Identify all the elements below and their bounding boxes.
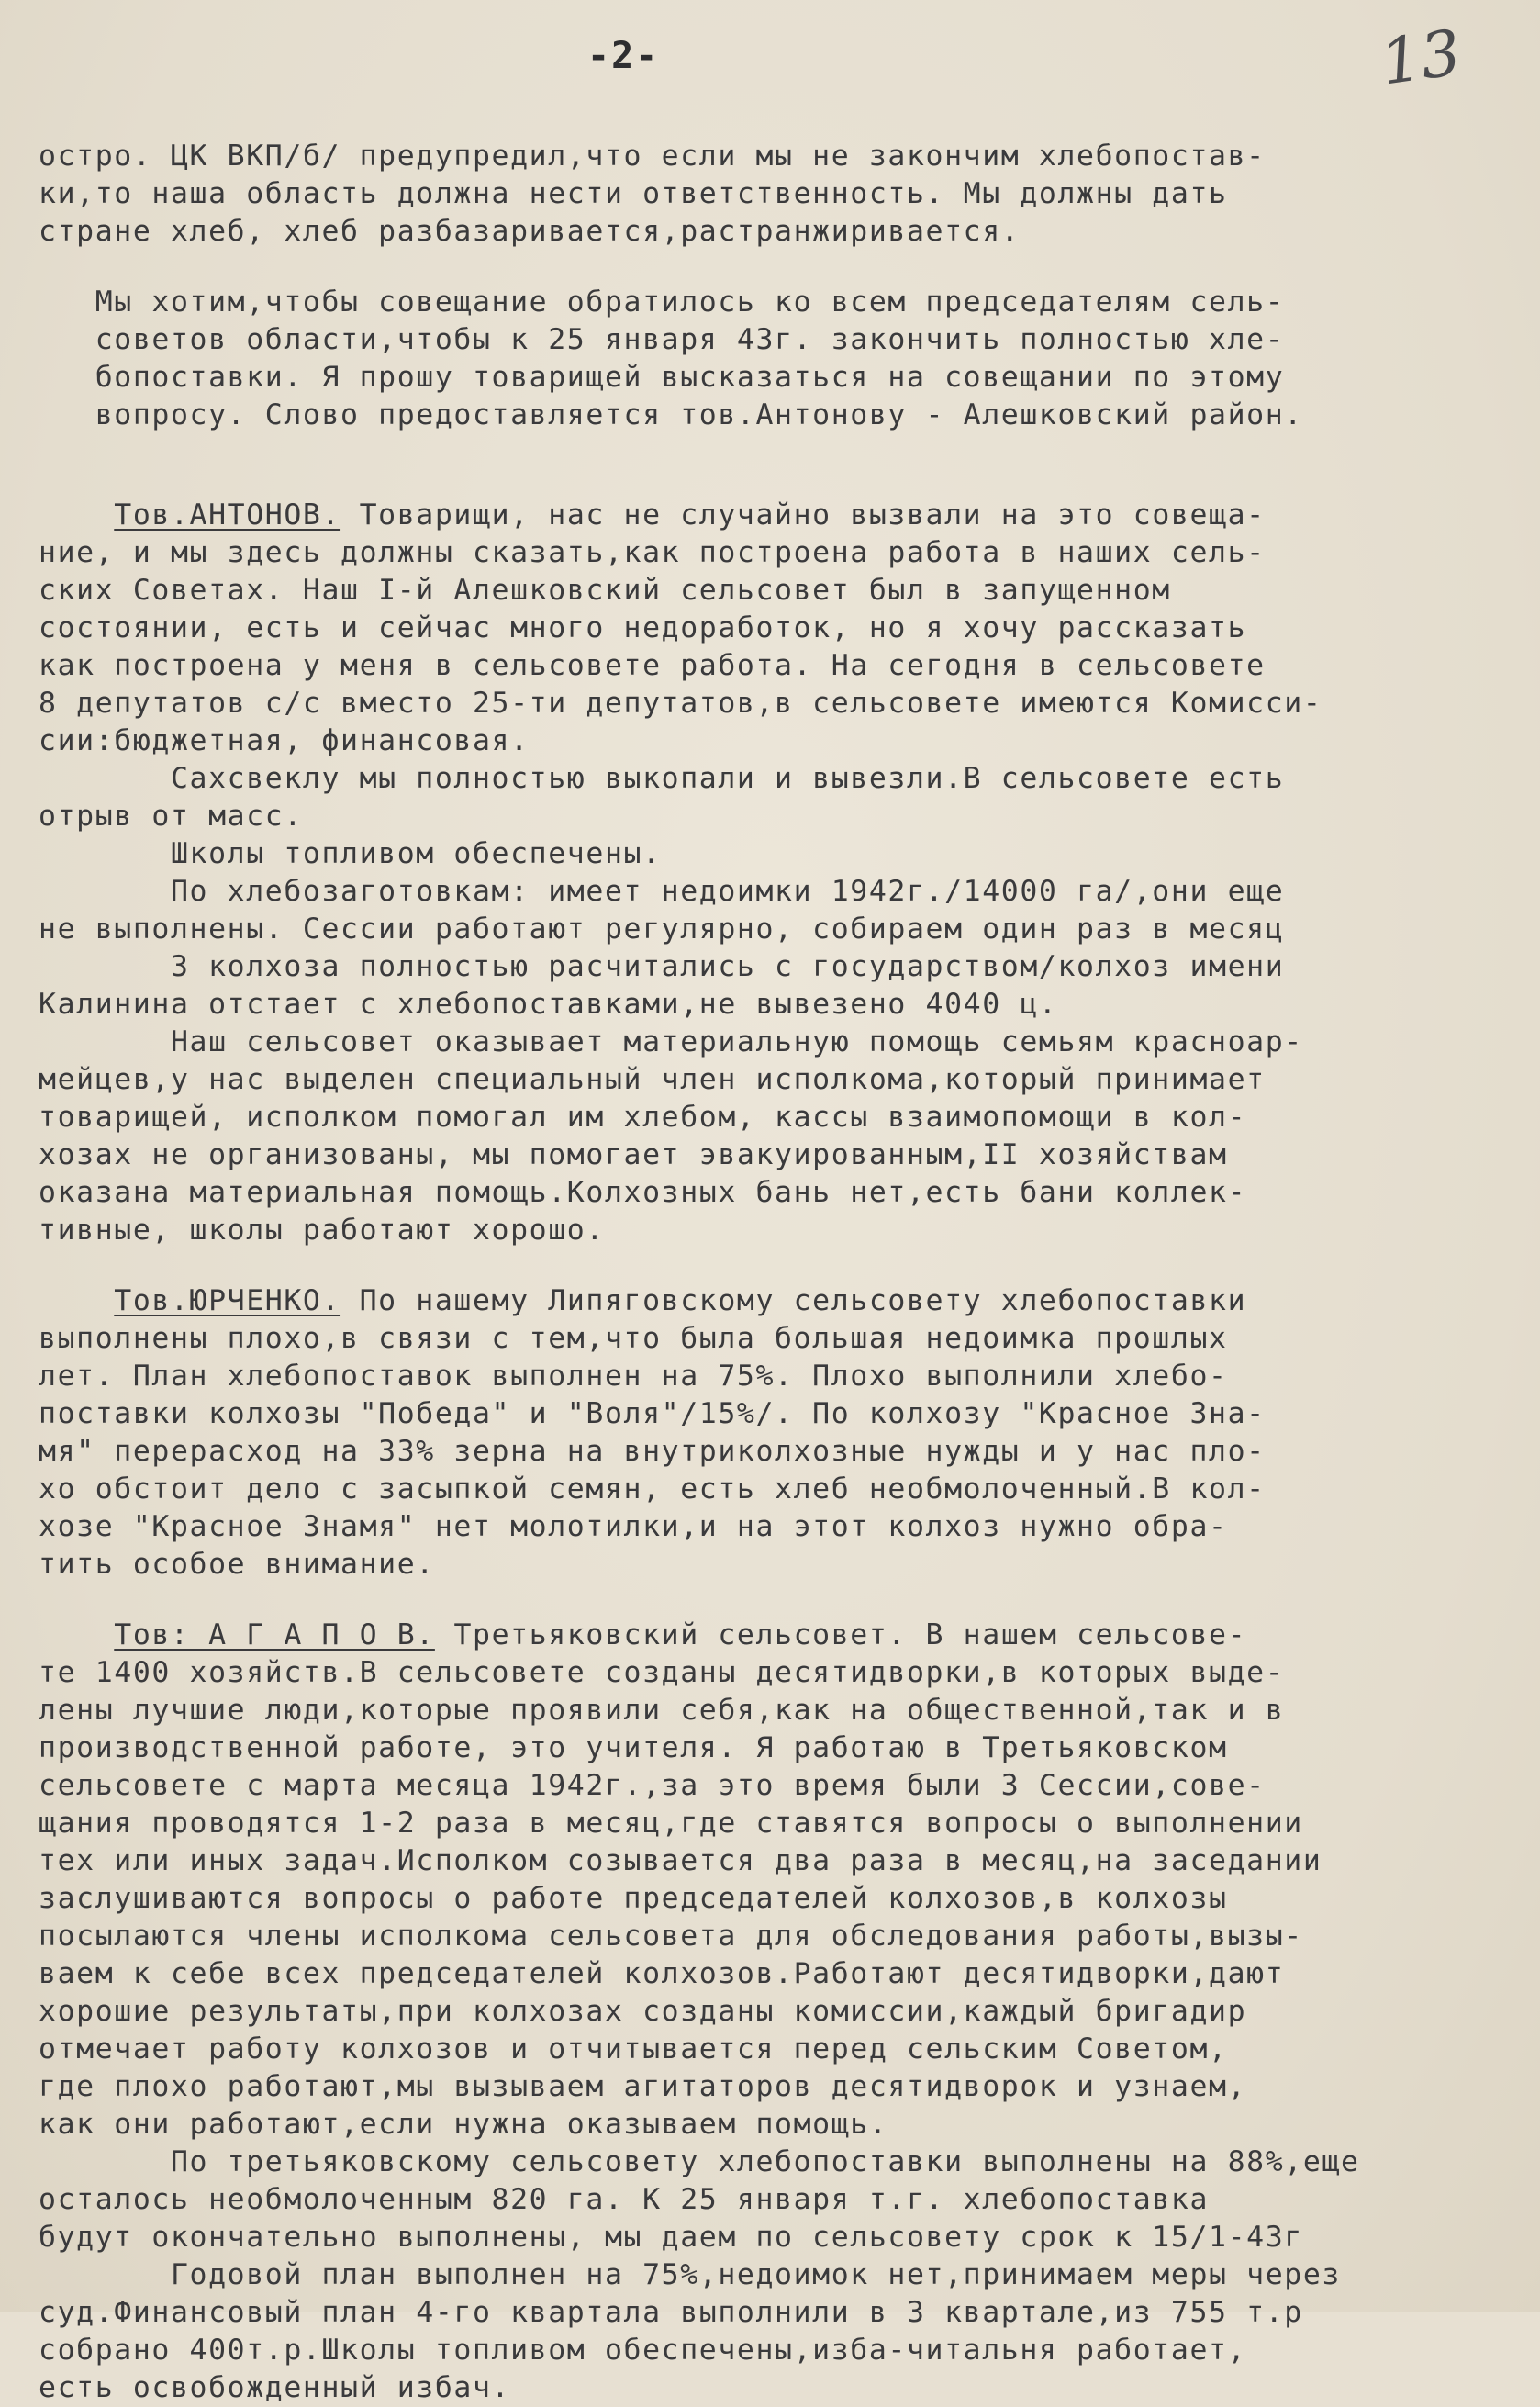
- speech-first-line: [39, 497, 1516, 534]
- speech-line: По хлебозаготовкам: имеет недоимки 1942г./14000 га/,они еще: [39, 875, 1285, 908]
- intro-line: ки,то наша область должна нести ответственность. Мы должны дать: [39, 177, 1228, 210]
- speech-first-line: [39, 1617, 1516, 1654]
- intro-line: остро. ЦК ВКП/б/ предупредил,что если мы не закончим хлебопостав-: [39, 140, 1266, 173]
- speech-line: тивные, школы работают хорошо.: [39, 1214, 605, 1247]
- speech-line: Годовой план выполнен на 75%,недоимок нет,принимаем меры через: [39, 2258, 1341, 2291]
- speech-line: собрано 400т.р.Школы топливом обеспечены,изба-читальня работает,: [39, 2334, 1247, 2367]
- speech-line: как они работают,если нужна оказываем помощь.: [39, 2108, 888, 2141]
- speaker-name: Тов.АНТОНОВ.: [114, 498, 341, 532]
- speech-line: выполнены плохо,в связи с тем,что была большая недоимка прошлых: [39, 1322, 1228, 1355]
- speech-line: ских Советах. Наш I-й Алешковский сельсовет был в запущенном: [39, 574, 1171, 607]
- speech-line: есть освобожденный избач.: [39, 2371, 511, 2404]
- speech-text: Третьяковский сельсовет. В нашем сельсове-: [434, 1618, 1247, 1651]
- speech-first-line: [39, 1282, 1516, 1320]
- paragraph-gap: [39, 1249, 1516, 1282]
- speech-line: сельсовете с марта месяца 1942г.,за это время были 3 Сессии,сове-: [39, 1769, 1266, 1802]
- speech-line: состоянии, есть и сейчас много недоработок, но я хочу рассказать: [39, 611, 1247, 644]
- speech-line: производственной работе, это учителя. Я работаю в Третьяковском: [39, 1731, 1228, 1764]
- speech-line: сии:бюджетная, финансовая.: [39, 724, 530, 757]
- speech-line: тех или иных задач.Исполком созывается два раза в месяц,на заседании: [39, 1844, 1322, 1877]
- speech-line: лет. План хлебопоставок выполнен на 75%. Плохо выполнили хлебо-: [39, 1360, 1228, 1393]
- speaker-name: Тов: А Г А П О В.: [114, 1618, 435, 1651]
- paragraph-gap: [39, 251, 1516, 284]
- speech-text: Товарищи, нас не случайно вызвали на это совеща-: [340, 498, 1266, 532]
- intro-line: бопоставки. Я прошу товарищей высказаться на совещании по этому: [39, 361, 1285, 394]
- speech-line: оказана материальная помощь.Колхозных бань нет,есть бани коллек-: [39, 1176, 1247, 1209]
- speech-line: хо обстоит дело с засыпкой семян, есть хлеб необмолоченный.В кол-: [39, 1472, 1266, 1506]
- speech-line: те 1400 хозяйств.В сельсовете созданы десятидворки,в которых выде-: [39, 1656, 1285, 1689]
- document-body: [39, 138, 1516, 2407]
- speech-line: мейцев,у нас выделен специальный член исполкома,который принимает: [39, 1063, 1266, 1096]
- speech-line: хозе "Красное Знамя" нет молотилки,и на этот колхоз нужно обра-: [39, 1510, 1228, 1543]
- speaker-name: Тов.ЮРЧЕНКО.: [114, 1284, 341, 1317]
- intro-line: советов области,чтобы к 25 января 43г. закончить полностью хле-: [39, 323, 1285, 356]
- intro-line: стране хлеб, хлеб разбазаривается,растранжиривается.: [39, 215, 1021, 248]
- speech-line: суд.Финансовый план 4-го квартала выполнили в 3 квартале,из 755 т.р: [39, 2296, 1303, 2329]
- speech-line: хозах не организованы, мы помогает эвакуированным,II хозяйствам: [39, 1138, 1228, 1171]
- speech-line: ваем к себе всех председателей колхозов.Работают десятидворки,дают: [39, 1957, 1285, 1990]
- speech-line: хорошие результаты,при колхозах созданы комиссии,каждый бригадир: [39, 1995, 1247, 2028]
- speech-line: 8 депутатов с/с вместо 25-ти депутатов,в сельсовете имеются Комисси-: [39, 687, 1322, 720]
- paragraph-gap: [39, 1584, 1516, 1617]
- speech-line: посылаются члены исполкома сельсовета для обследования работы,вызы-: [39, 1920, 1303, 1953]
- speech-line: заслушиваются вопросы о работе председателей колхозов,в колхозы: [39, 1882, 1228, 1915]
- speech-line: где плохо работают,мы вызываем агитаторов десятидворок и узнаем,: [39, 2070, 1247, 2103]
- speech-line: мя" перерасход на 33% зерна на внутриколхозные нужды и у нас пло-: [39, 1435, 1266, 1468]
- speech-line: щания проводятся 1-2 раза в месяц,где ставятся вопросы о выполнении: [39, 1807, 1303, 1840]
- speech-line: как построена у меня в сельсовете работа. На сегодня в сельсовете: [39, 649, 1266, 682]
- speech-line: поставки колхозы "Победа" и "Воля"/15%/. По колхозу "Красное Зна-: [39, 1397, 1266, 1430]
- page-number: -2-: [587, 35, 660, 77]
- intro-line: вопросу. Слово предоставляется тов.Антонову - Алешковский район.: [39, 398, 1303, 431]
- speech-line: ние, и мы здесь должны сказать,как построена работа в наших сель-: [39, 536, 1266, 569]
- speech-line: осталось необмолоченным 820 га. К 25 января т.г. хлебопоставка: [39, 2183, 1210, 2216]
- speech-line: Наш сельсовет оказывает материальную помощь семьям красноар-: [39, 1025, 1303, 1058]
- paragraph-gap: [39, 434, 1516, 497]
- speech-line: не выполнены. Сессии работают регулярно, собираем один раз в месяц: [39, 912, 1285, 946]
- speech-text: По нашему Липяговскому сельсовету хлебопоставки: [340, 1284, 1247, 1317]
- speech-line: 3 колхоза полностью расчитались с государством/колхоз имени: [39, 950, 1285, 983]
- intro-line: Мы хотим,чтобы совещание обратилось ко всем председателям сель-: [39, 285, 1285, 319]
- speech-line: будут окончательно выполнены, мы даем по сельсовету срок к 15/1-43г: [39, 2221, 1303, 2254]
- speech-line: Школы топливом обеспечены.: [39, 837, 662, 870]
- speech-line: Сахсвеклу мы полностью выкопали и вывезли.В сельсовете есть: [39, 762, 1285, 795]
- speech-line: товарищей, исполком помогал им хлебом, кассы взаимопомощи в кол-: [39, 1101, 1247, 1134]
- speech-line: лены лучшие люди,которые проявили себя,как на общественной,так и в: [39, 1694, 1285, 1727]
- speech-line: Калинина отстает с хлебопоставками,не вывезено 4040 ц.: [39, 988, 1058, 1021]
- archive-page-mark: 13: [1376, 17, 1466, 100]
- speech-line: отмечает работу колхозов и отчитывается перед сельским Советом,: [39, 2032, 1228, 2066]
- speech-line: По третьяковскому сельсовету хлебопоставки выполнены на 88%,еще: [39, 2145, 1360, 2178]
- speech-line: тить особое внимание.: [39, 1548, 435, 1581]
- speech-line: отрыв от масс.: [39, 800, 303, 833]
